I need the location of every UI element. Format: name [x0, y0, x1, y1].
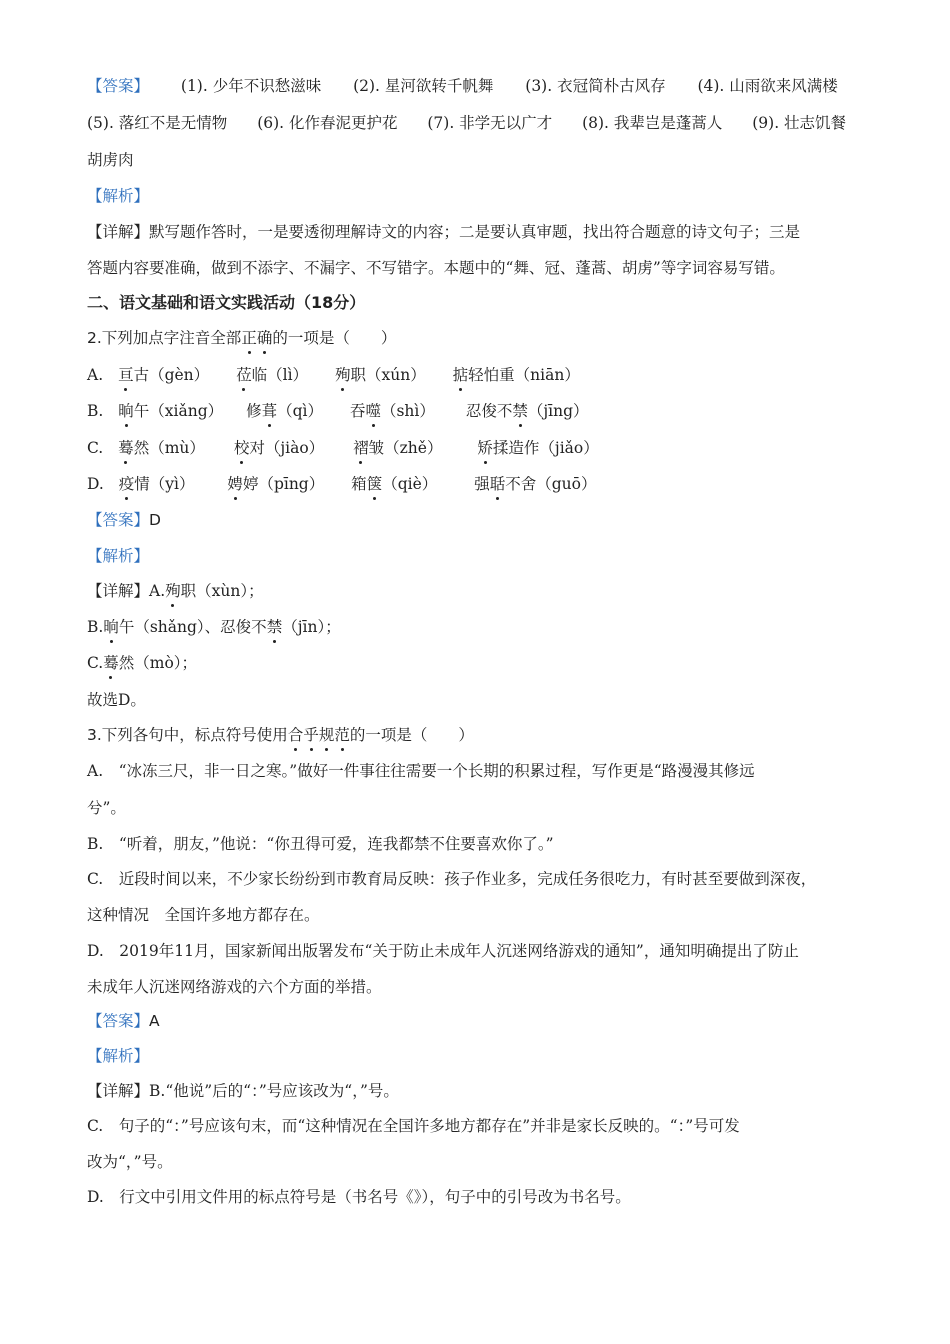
q1-detail-line-1	[87, 221, 800, 243]
dotted-char: 殉	[334, 366, 351, 384]
q3-detail-b	[87, 1080, 399, 1102]
q2-option-c	[87, 437, 599, 459]
q2-option-a	[87, 364, 580, 386]
dotted-char: 聒	[489, 475, 506, 493]
stem-text: 的一项是（ ）	[272, 329, 397, 347]
q3-detail-c-line-1: C. 句子的“：”号应该句末，而“这种情况在全国许多地方都存在”并非是家长反映的。“：”号可发	[87, 1117, 740, 1135]
detail-tag: 【详解】	[87, 1082, 150, 1100]
q2-detail-b	[87, 616, 341, 638]
option-text: （qì）	[277, 402, 323, 420]
answer-item: (9). 壮志饥餐	[752, 114, 847, 132]
q2-answer	[87, 509, 161, 531]
dotted-char: 矫	[477, 439, 493, 457]
option-label: C.	[87, 439, 104, 457]
q3-option-d-line-1: D. 2019年11月，国家新闻出版署发布“关于防止未成年人沉迷网络游戏的通知”，通知明确提出了防止	[87, 942, 799, 960]
q1-answer-line-1	[87, 75, 838, 97]
stem-text: 下列加点字注音全部	[101, 329, 242, 347]
detail-tag: 【详解】	[87, 582, 150, 600]
q3-answer	[87, 1010, 160, 1032]
answer-tag: 【答案】	[87, 77, 150, 95]
analysis-tag: 【解析】	[87, 187, 150, 205]
option-label: B.	[87, 402, 104, 420]
option-text: 箱	[351, 475, 367, 493]
option-label: A.	[87, 366, 104, 384]
dotted-char: 殉	[165, 582, 181, 600]
detail-text: A.	[149, 582, 166, 600]
dotted-char: 确	[256, 329, 273, 347]
detail-text: 默写题作答时，一是要透彻理解诗文的内容；二是要认真审题，找出符合题意的诗文句子；三是	[149, 223, 801, 241]
dotted-char: 规	[318, 726, 335, 744]
answer-tag: 【答案】	[87, 511, 150, 529]
option-text: （qiè）	[382, 475, 438, 493]
detail-text: 然（mò）；	[118, 654, 198, 672]
dotted-char: 校	[233, 439, 250, 457]
answer-item: (4). 山雨欲来风满楼	[697, 77, 838, 95]
detail-text: C.	[87, 654, 104, 672]
option-text: 不舍（guō）	[505, 475, 597, 493]
answer-item: (5). 落红不是无情物	[87, 114, 228, 132]
dotted-char: 乎	[303, 726, 319, 744]
q3-option-c-line-1: C. 近段时间以来，不少家长纷纷到市教育局反映：孩子作业多，完成任务很吃力，有时甚至要做到深夜，	[87, 870, 817, 888]
answer-value: A	[149, 1012, 160, 1030]
dotted-char: 褶	[353, 439, 369, 457]
dotted-char: 疫	[118, 475, 135, 493]
question-number: 3.	[87, 726, 102, 744]
answer-item: (1). 少年不识愁滋味	[180, 77, 322, 95]
stem-text: 下列各句中，标点符号使用	[101, 726, 288, 744]
option-text: 然（mù）	[133, 439, 205, 457]
q2-option-b	[87, 400, 589, 422]
detail-tag: 【详解】	[87, 223, 150, 241]
dotted-char: 禁	[512, 402, 528, 420]
q2-detail-c	[87, 652, 197, 674]
option-text: 临（lì）	[251, 366, 309, 384]
option-text: 情（yì）	[134, 475, 195, 493]
answer-value: D	[149, 511, 161, 529]
dotted-char: 晌	[118, 402, 134, 420]
answer-item: (8). 我辈岂是蓬蒿人	[582, 114, 723, 132]
stem-text: 的一项是（ ）	[349, 726, 474, 744]
q3-stem	[87, 724, 474, 746]
option-text: 古（gèn）	[133, 366, 210, 384]
answer-item: (7). 非学无以广才	[427, 114, 553, 132]
option-text: 轻怕重（niān）	[468, 366, 580, 384]
q3-option-a-line-2: 兮”。	[87, 799, 126, 817]
option-text: 修	[246, 402, 262, 420]
detail-text: B.	[87, 618, 104, 636]
dotted-char: 晌	[103, 618, 119, 636]
q2-detail-a	[87, 580, 264, 602]
option-text: 午（xiǎng）	[133, 402, 224, 420]
dotted-char: 蓦	[103, 654, 119, 672]
option-label: D.	[87, 475, 104, 493]
option-text: 揉造作（jiǎo）	[492, 439, 599, 457]
option-text: 对（jiào）	[249, 439, 325, 457]
answer-item: (2). 星河欲转千帆舞	[353, 77, 494, 95]
question-number: 2.	[87, 329, 102, 347]
option-text: 皱（zhě）	[368, 439, 443, 457]
dotted-char: 蓦	[118, 439, 134, 457]
detail-text: 职（xùn）；	[180, 582, 264, 600]
dotted-char: 掂	[452, 366, 469, 384]
detail-text: （jīn）；	[282, 618, 341, 636]
dotted-char: 葺	[261, 402, 278, 420]
q3-detail-c-line-2: 改为“，”号。	[87, 1153, 173, 1171]
detail-text: B.“他说”后的“：”号应该改为“，”号。	[149, 1082, 399, 1100]
dotted-char: 正	[241, 329, 257, 347]
q3-option-b: B. “听着，朋友，”他说：“你丑得可爱，连我都禁不住要喜欢你了。”	[87, 835, 554, 853]
option-text: 职（xún）	[350, 366, 426, 384]
q3-option-d-line-2: 未成年人沉迷网络游戏的六个方面的举措。	[87, 978, 382, 996]
option-text: 吞	[349, 402, 366, 420]
q2-stem	[87, 327, 396, 349]
answer-item: (3). 衣冠简朴古风存	[525, 77, 666, 95]
q3-detail-d: D. 行文中引用文件用的标点符号是（书名号《》），句子中的引号改为书名号。	[87, 1188, 631, 1206]
q1-answer-line-3	[87, 149, 134, 171]
option-text: 强	[474, 475, 490, 493]
q3-option-a-line-1: A. “冰冻三尺，非一日之寒。”做好一件事往往需要一个长期的积累过程，写作更是“路漫漫其修远	[87, 762, 755, 780]
dotted-char: 范	[334, 726, 350, 744]
answer-tag: 【答案】	[87, 1012, 150, 1030]
q3-option-c-line-2: 这种情况 全国许多地方都存在。	[87, 906, 320, 924]
dotted-char: 禁	[266, 618, 283, 636]
option-text: （shì）	[380, 402, 435, 420]
q1-answer-line-2	[87, 112, 846, 134]
dotted-char: 箧	[366, 475, 383, 493]
q2-conclusion: 故选D。	[87, 691, 146, 709]
option-text: （jīng）	[527, 402, 589, 420]
dotted-char: 亘	[118, 366, 134, 384]
section-heading: 二、语文基础和语文实践活动（18分）	[87, 293, 366, 312]
analysis-tag: 【解析】	[87, 1047, 150, 1065]
detail-text: 午（shǎng）、忍俊不	[118, 618, 267, 636]
q2-option-d	[87, 473, 596, 495]
answer-continuation: 胡虏肉	[87, 151, 134, 169]
option-text: 忍俊不	[465, 402, 513, 420]
dotted-char: 噬	[365, 402, 381, 420]
q1-detail-line-2: 答题内容要准确，做到不添字、不漏字、不写错字。本题中的“舞、冠、蓬蒿、胡虏”等字词容易写错。	[87, 259, 785, 277]
dotted-char: 娉	[227, 475, 243, 493]
dotted-char: 合	[287, 726, 304, 744]
option-text: 婷（pīng）	[242, 475, 325, 493]
analysis-tag: 【解析】	[87, 547, 150, 565]
dotted-char: 莅	[236, 366, 252, 384]
answer-item: (6). 化作春泥更护花	[257, 114, 398, 132]
